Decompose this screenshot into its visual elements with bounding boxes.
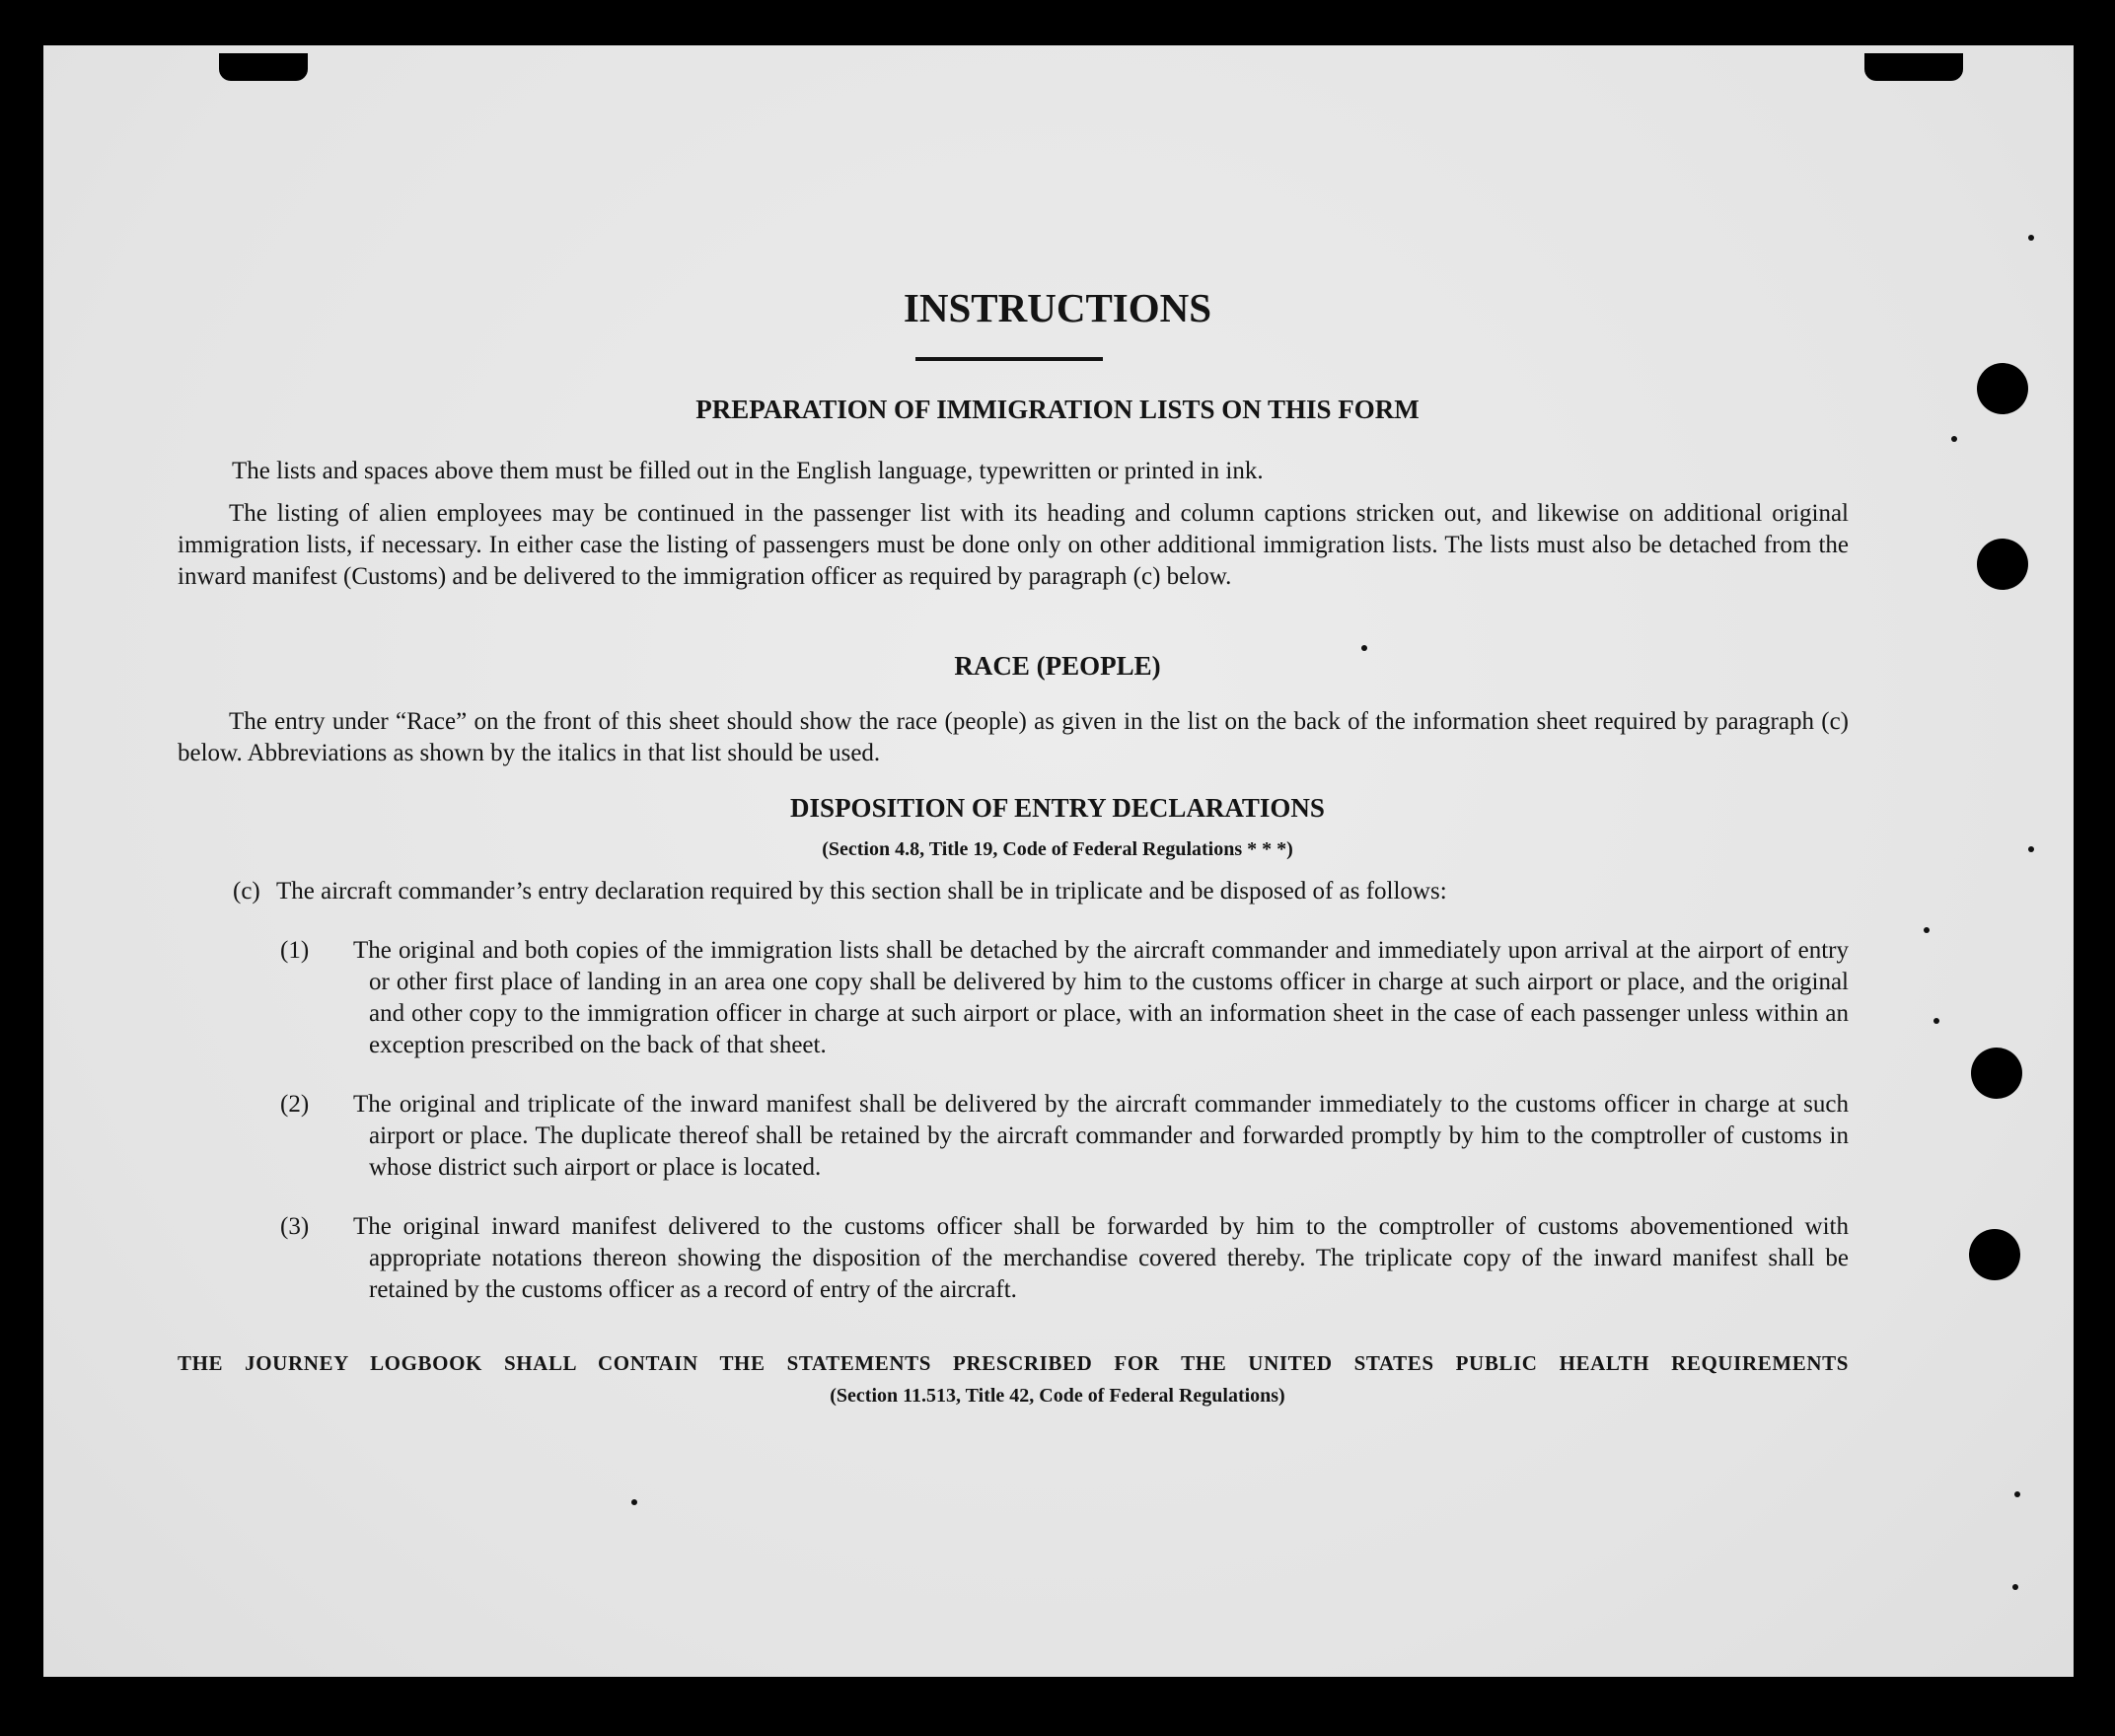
section-heading-race: RACE (PEOPLE) [954, 651, 1161, 681]
section-citation: (Section 4.8, Title 19, Code of Federal Regulations * * *) [822, 838, 1293, 860]
speck [1933, 1018, 1939, 1024]
speck [631, 1499, 637, 1505]
list-item-text: The original inward manifest delivered to the customs officer shall be forwarded by him to the comptroller of customs abovementioned with appropriate notations thereon showing the disposition of the merchandise covered thereby. The triplicate copy of the inward manifest shall be retained by the customs officer as a record of entry of the aircraft. [353, 1213, 1849, 1303]
punch-hole [1969, 1229, 2020, 1280]
list-item-number: (2) [280, 1091, 310, 1118]
list-item-number: (1) [280, 937, 310, 964]
speck [1924, 927, 1930, 933]
paragraph-english-language: The lists and spaces above them must be filled out in the English language, typewritten or printed in ink. [232, 458, 1264, 484]
paragraph-alien-employees-text: The listing of alien employees may be continued in the passenger list with its heading and column captions stricken out, and likewise on additional original immigration lists, if necessary. In either case the listing of passengers must be done only on other additional immigration lists. The lists must also be detached from the inward manifest (Customs) and be delivered to the immigration officer as required by paragraph (c) below. [178, 500, 1849, 590]
speck [1951, 436, 1957, 442]
paragraph-c-label: (c) [233, 878, 260, 904]
speck [2012, 1584, 2018, 1590]
list-item [280, 935, 1849, 1061]
paragraph-race-text: The entry under “Race” on the front of this sheet should show the race (people) as given in the list on the back of the information sheet required by paragraph (c) below. Abbreviations as shown by the italics in that list should be used. [178, 708, 1849, 766]
punch-hole [1971, 1048, 2022, 1099]
list-item [280, 1211, 1849, 1306]
binding-tab-right [1864, 53, 1963, 81]
page-title: INSTRUCTIONS [903, 285, 1212, 330]
list-item-text: The original and triplicate of the inward manifest shall be delivered by the aircraft commander immediately to the customs officer in charge at such airport or place. The duplicate thereof shall be retained by the aircraft commander and forwarded promptly by him to the comptroller of customs in whose district such airport or place is located. [353, 1091, 1849, 1181]
list-item [280, 1089, 1849, 1184]
speck [2014, 1491, 2020, 1497]
section-heading-disposition: DISPOSITION OF ENTRY DECLARATIONS [790, 793, 1325, 823]
title-underline [915, 357, 1103, 361]
section-heading-preparation: PREPARATION OF IMMIGRATION LISTS ON THIS FORM [695, 395, 1420, 424]
speck [2028, 235, 2034, 241]
logbook-citation: (Section 11.513, Title 42, Code of Federal Regulations) [830, 1385, 1285, 1407]
list-item-text: The original and both copies of the immigration lists shall be detached by the aircraft commander and immediately upon arrival at the airport of entry or other first place of landing in an area one copy shall be delivered by him to the customs officer in charge at such airport or place, and the original and other copy to the immigration officer in charge at such airport or place, with an information sheet in the case of each passenger unless within an exception prescribed on the back of that sheet. [353, 937, 1849, 1058]
paragraph-c-intro: The aircraft commander’s entry declaration required by this section shall be in triplicate and be disposed of as follows: [276, 878, 1447, 904]
logbook-statement: THE JOURNEY LOGBOOK SHALL CONTAIN THE STATEMENTS PRESCRIBED FOR THE UNITED STATES PUBLIC HEALTH REQUIREMENTS [178, 1351, 1849, 1375]
binding-tab-left [219, 53, 308, 81]
paragraph-race [178, 706, 1849, 769]
list-item-number: (3) [280, 1213, 310, 1240]
paragraph-alien-employees [178, 498, 1849, 593]
punch-hole [1977, 539, 2028, 590]
